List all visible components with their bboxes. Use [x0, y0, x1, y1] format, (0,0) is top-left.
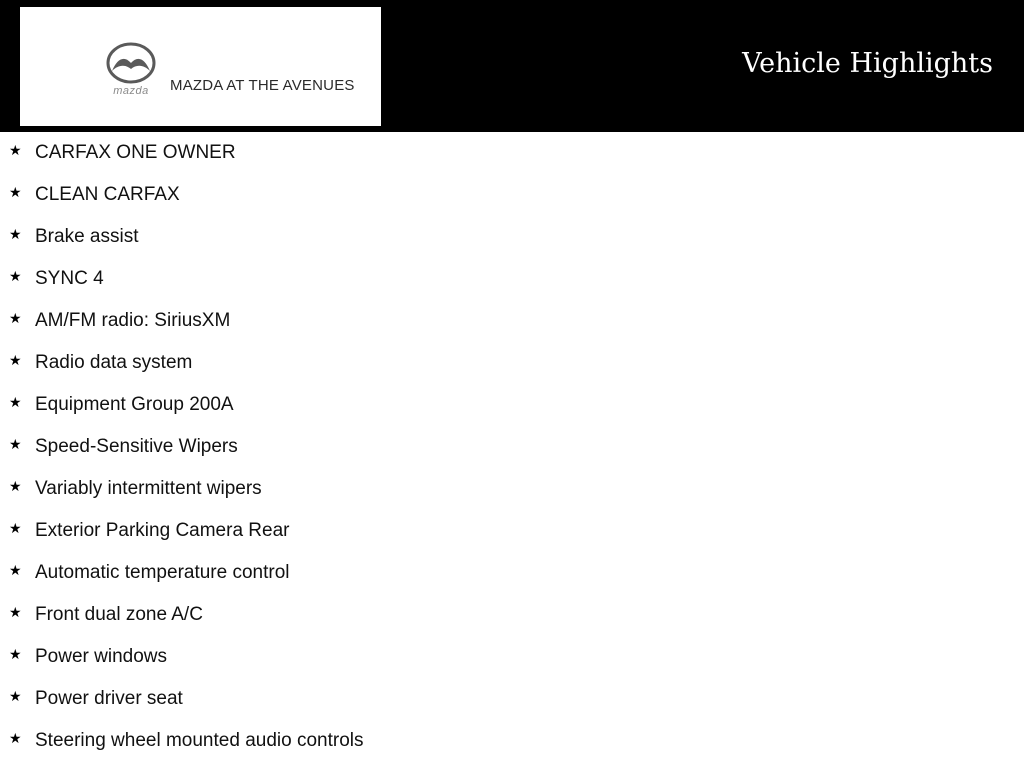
highlight-item [0, 678, 1024, 720]
highlight-item [0, 720, 1024, 762]
star-icon: ★ [9, 142, 22, 158]
star-icon: ★ [9, 688, 22, 704]
highlight-item [0, 594, 1024, 636]
highlight-label: Automatic temperature control [35, 562, 290, 583]
highlight-item [0, 342, 1024, 384]
highlight-item [0, 216, 1024, 258]
highlight-label: SYNC 4 [35, 268, 104, 289]
highlight-label: Power windows [35, 646, 167, 667]
highlight-label: Equipment Group 200A [35, 394, 234, 415]
star-icon: ★ [9, 730, 22, 746]
highlight-label: Steering wheel mounted audio controls [35, 730, 364, 751]
vehicle-highlights-list [0, 132, 1024, 768]
highlight-label: CLEAN CARFAX [35, 184, 180, 205]
page-title: Vehicle Highlights [742, 48, 993, 79]
highlight-label: Variably intermittent wipers [35, 478, 262, 499]
highlight-label: Exterior Parking Camera Rear [35, 520, 290, 541]
dealer-name: MAZDA AT THE AVENUES [170, 77, 355, 94]
dealer-logo [20, 7, 381, 126]
star-icon: ★ [9, 604, 22, 620]
highlight-item [0, 636, 1024, 678]
star-icon: ★ [9, 352, 22, 368]
star-icon: ★ [9, 436, 22, 452]
highlight-label: Brake assist [35, 226, 139, 247]
highlight-item [0, 258, 1024, 300]
highlight-label: Front dual zone A/C [35, 604, 203, 625]
highlight-item [0, 384, 1024, 426]
highlight-item [0, 468, 1024, 510]
star-icon: ★ [9, 184, 22, 200]
star-icon: ★ [9, 310, 22, 326]
highlight-label: AM/FM radio: SiriusXM [35, 310, 231, 331]
mazda-wordmark: mazda [113, 85, 149, 97]
header-bar [0, 0, 1024, 132]
highlight-item [0, 174, 1024, 216]
star-icon: ★ [9, 478, 22, 494]
star-icon: ★ [9, 646, 22, 662]
highlight-label: Speed-Sensitive Wipers [35, 436, 238, 457]
highlight-item [0, 552, 1024, 594]
highlight-label: Power driver seat [35, 688, 183, 709]
star-icon: ★ [9, 394, 22, 410]
highlight-label: Radio data system [35, 352, 193, 373]
star-icon: ★ [9, 268, 22, 284]
highlight-item [0, 510, 1024, 552]
star-icon: ★ [9, 562, 22, 578]
star-icon: ★ [9, 520, 22, 536]
highlight-item [0, 132, 1024, 174]
highlight-item [0, 300, 1024, 342]
highlight-item [0, 426, 1024, 468]
star-icon: ★ [9, 226, 22, 242]
highlight-label: CARFAX ONE OWNER [35, 142, 236, 163]
